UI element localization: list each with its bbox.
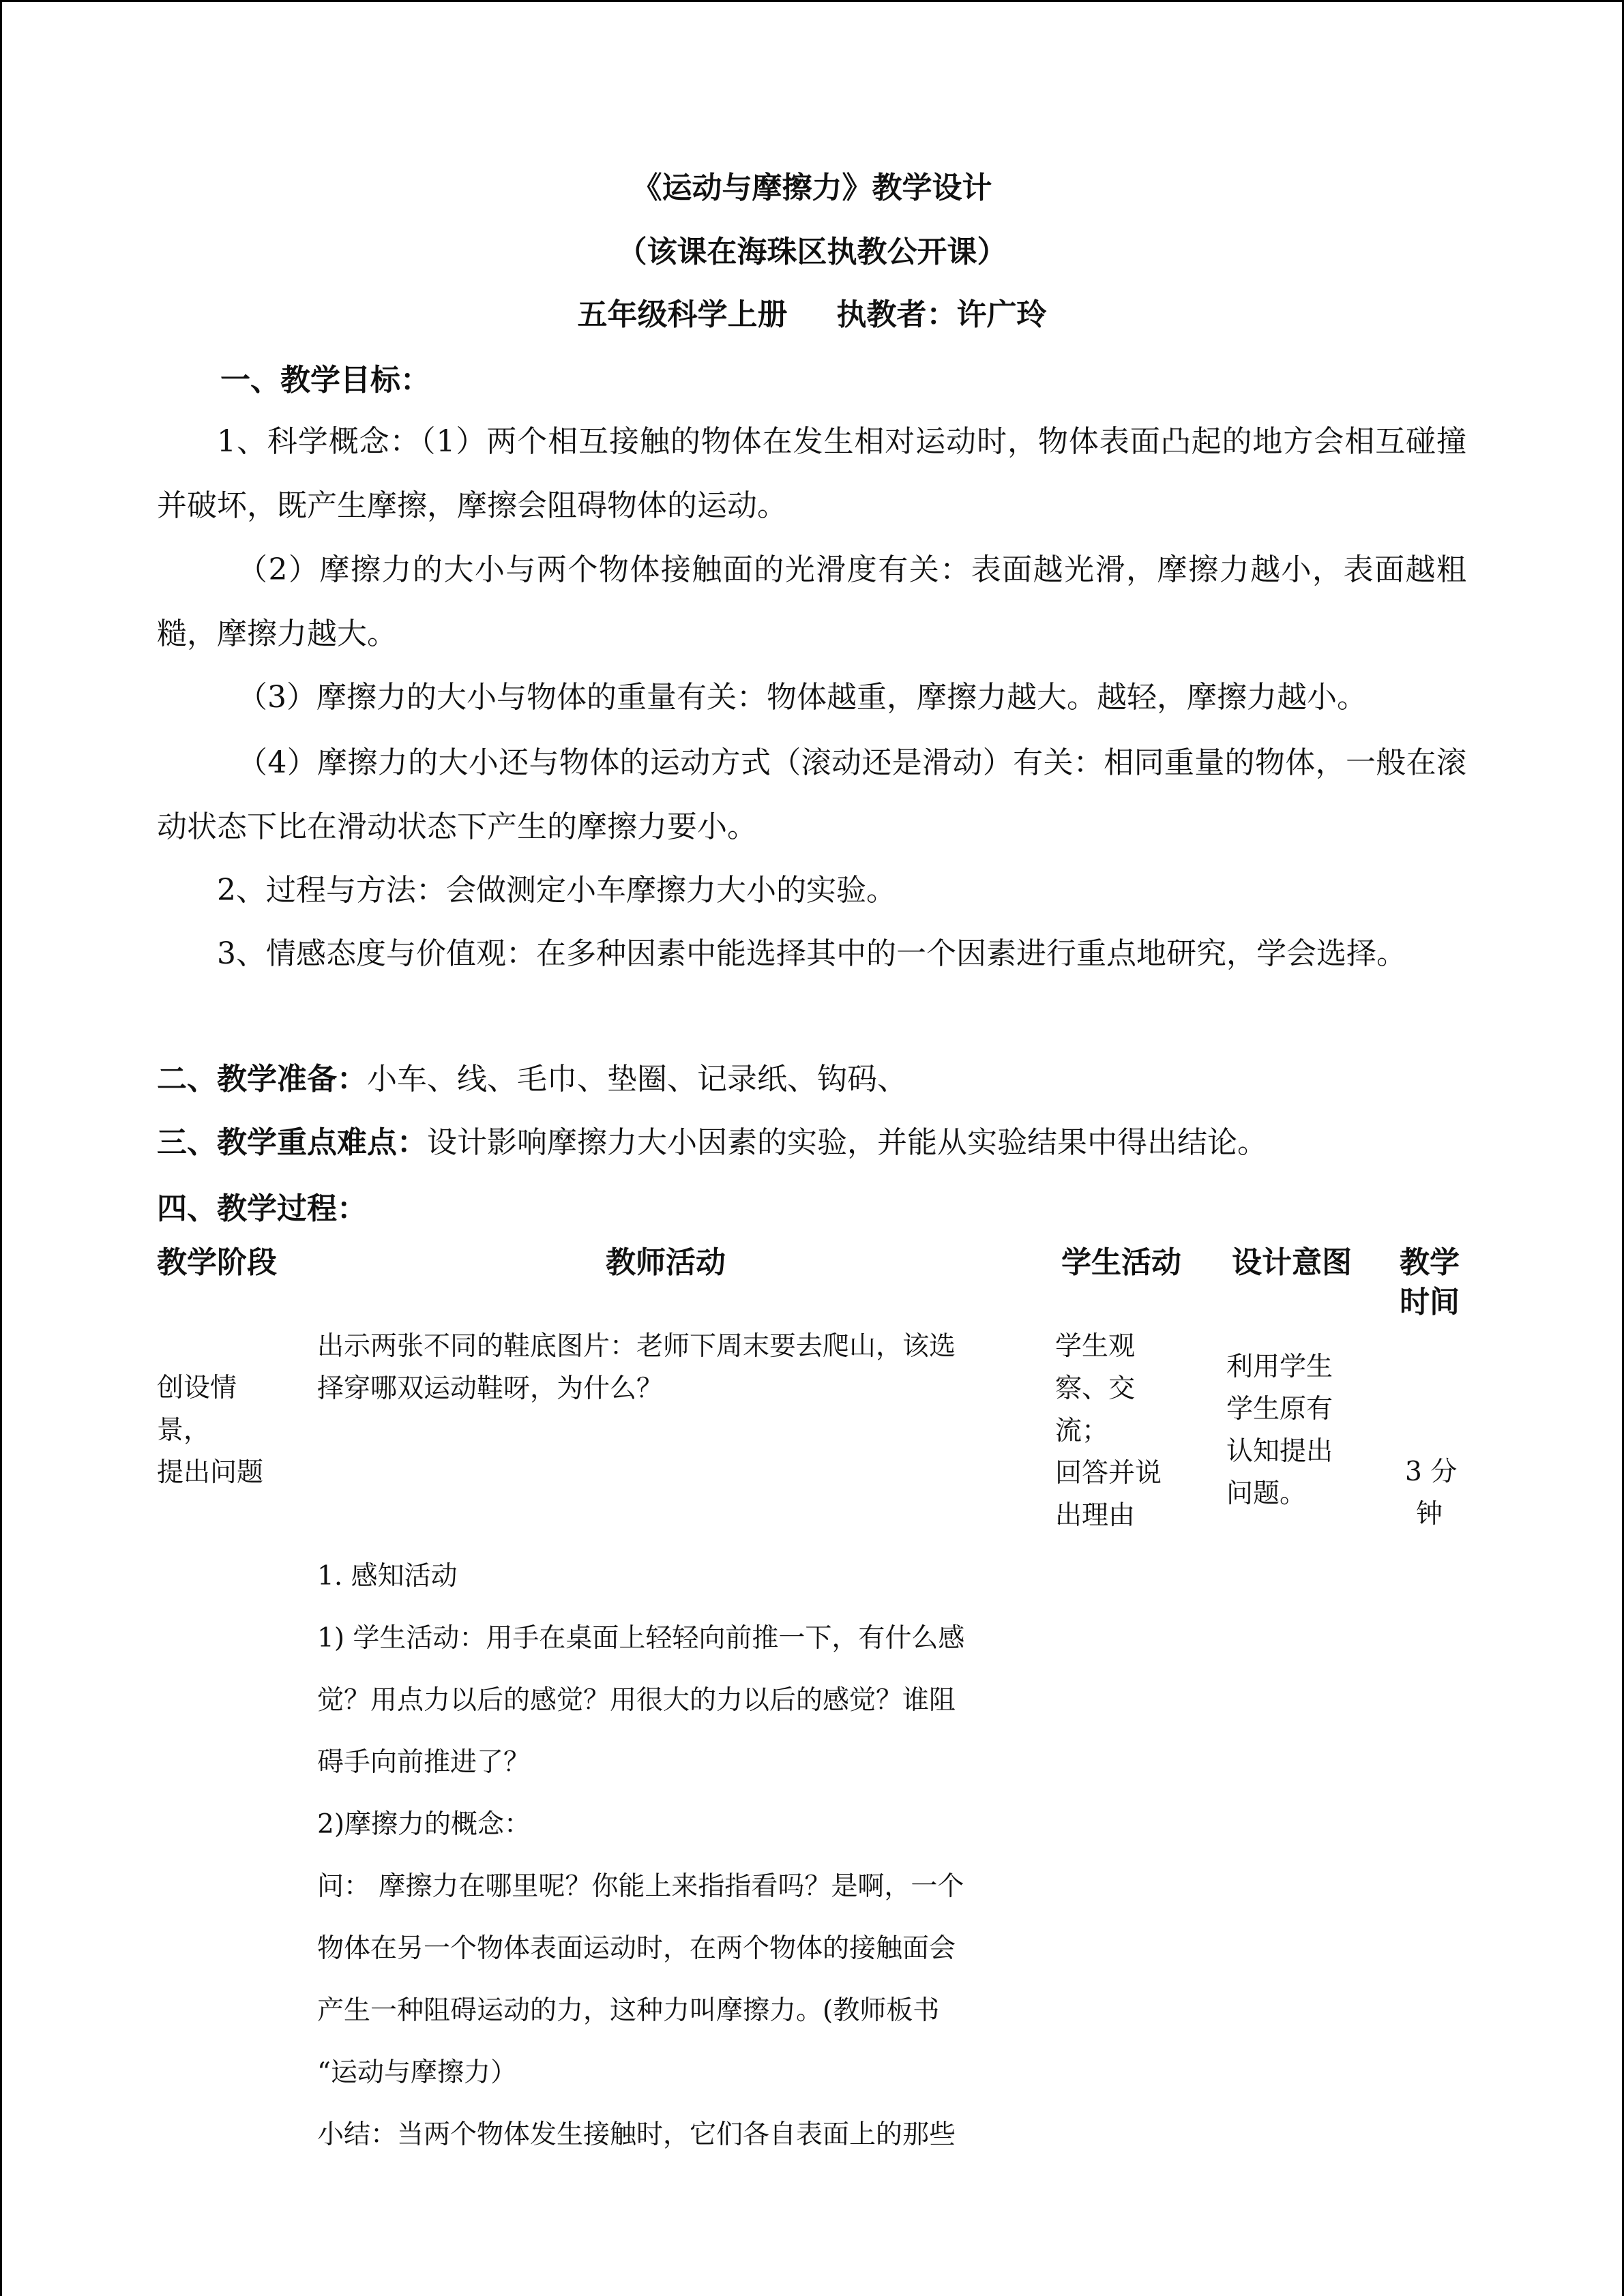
- design-intent-line-1: 利用学生: [1226, 1352, 1333, 1382]
- process-line: “运动与摩擦力）: [317, 2057, 517, 2088]
- stage-line-2: 景，: [157, 1415, 211, 1446]
- document-meta: [0, 295, 1624, 336]
- teacher-activity-process: [317, 1545, 1033, 2166]
- design-intent-line-4: 问题。: [1226, 1478, 1307, 1509]
- header-design-intent: 设计意图: [1232, 1245, 1352, 1280]
- student-activity-line-2: 察、交: [1055, 1373, 1136, 1404]
- process-line: 1) 学生活动：用手在桌面上轻轻向前推一下，有什么感: [317, 1623, 965, 1654]
- student-activity-line-1: 学生观: [1055, 1331, 1136, 1362]
- objective-attitude: 3、情感态度与价值观：在多种因素中能选择其中的一个因素进行重点地研究，学会选择。: [217, 936, 1406, 971]
- key-points-label: 三、教学重点难点：: [157, 1125, 427, 1160]
- objective-concept-4: （4）摩擦力的大小还与物体的运动方式（滚动还是滑动）有关：相同重量的物体，一般在滚动状态下比在滑动状态下产生的摩擦力要小。: [157, 745, 1466, 844]
- header-stage: 教学阶段: [157, 1245, 277, 1280]
- stage-line-3: 提出问题: [157, 1457, 264, 1488]
- preparation-label: 二、教学准备：: [157, 1062, 367, 1097]
- student-activity-line-5: 出理由: [1055, 1500, 1136, 1531]
- design-intent-line-2: 学生原有: [1226, 1394, 1333, 1425]
- student-activity-line-3: 流；: [1055, 1416, 1109, 1446]
- preparation-text: 小车、线、毛巾、垫圈、记录纸、钩码、: [367, 1062, 907, 1097]
- time-line-2: 钟: [1416, 1499, 1443, 1530]
- process-line: 物体在另一个物体表面运动时，在两个物体的接触面会: [317, 1933, 956, 1964]
- process-line: 产生一种阻碍运动的力，这种力叫摩擦力。(教师板书: [317, 1995, 940, 2026]
- process-line: 问： 摩擦力在哪里呢？你能上来指指看吗？是啊，一个: [317, 1871, 964, 1902]
- teacher-label: 执教者：许广玲: [836, 297, 1047, 332]
- objectives-heading: 一、教学目标：: [220, 363, 430, 398]
- preparation-line: [157, 1059, 907, 1100]
- teacher-activity-line-2: 择穿哪双运动鞋呀，为什么？: [317, 1373, 664, 1404]
- time-line-1: 3 分: [1405, 1457, 1458, 1487]
- process-heading: 四、教学过程：: [157, 1191, 367, 1226]
- header-student-activity: 学生活动: [1061, 1245, 1181, 1280]
- process-line: 2)摩擦力的概念：: [317, 1809, 531, 1840]
- objective-concept-2: （2）摩擦力的大小与两个物体接触面的光滑度有关：表面越光滑，摩擦力越小，表面越粗糙，摩擦力越大。: [157, 552, 1466, 651]
- objective-process: 2、过程与方法：会做测定小车摩擦力大小的实验。: [217, 873, 896, 908]
- objective-concept-3: （3）摩擦力的大小与物体的重量有关：物体越重，摩擦力越大。越轻，摩擦力越小。: [237, 680, 1367, 715]
- document-title: 《运动与摩擦力》教学设计: [632, 170, 992, 205]
- header-time-line1: 教学: [1400, 1245, 1460, 1280]
- student-activity-line-4: 回答并说: [1055, 1458, 1162, 1489]
- document-subtitle: （该课在海珠区执教公开课）: [617, 235, 1007, 269]
- stage-line-1: 创设情: [157, 1373, 237, 1403]
- objective-concept-1: 1、科学概念：（1）两个相互接触的物体在发生相对运动时，物体表面凸起的地方会相互碰撞并破坏，既产生摩擦，摩擦会阻碍物体的运动。: [157, 424, 1466, 523]
- design-intent-line-3: 认知提出: [1226, 1436, 1333, 1467]
- key-points-text: 设计影响摩擦力大小因素的实验，并能从实验结果中得出结论。: [427, 1125, 1267, 1160]
- process-line: 1. 感知活动: [317, 1561, 458, 1592]
- key-points-line: [157, 1122, 1267, 1163]
- process-line: 觉？用点力以后的感觉？用很大的力以后的感觉？谁阻: [317, 1685, 956, 1716]
- process-line: 小结：当两个物体发生接触时，它们各自表面上的那些: [317, 2119, 956, 2150]
- grade-label: 五年级科学上册: [577, 297, 788, 332]
- process-line: 碍手向前推进了？: [317, 1747, 531, 1778]
- teacher-activity-line-1: 出示两张不同的鞋底图片：老师下周末要去爬山，该选: [317, 1331, 956, 1362]
- header-teacher-activity: 教师活动: [606, 1245, 726, 1280]
- header-time-line2: 时间: [1400, 1285, 1460, 1320]
